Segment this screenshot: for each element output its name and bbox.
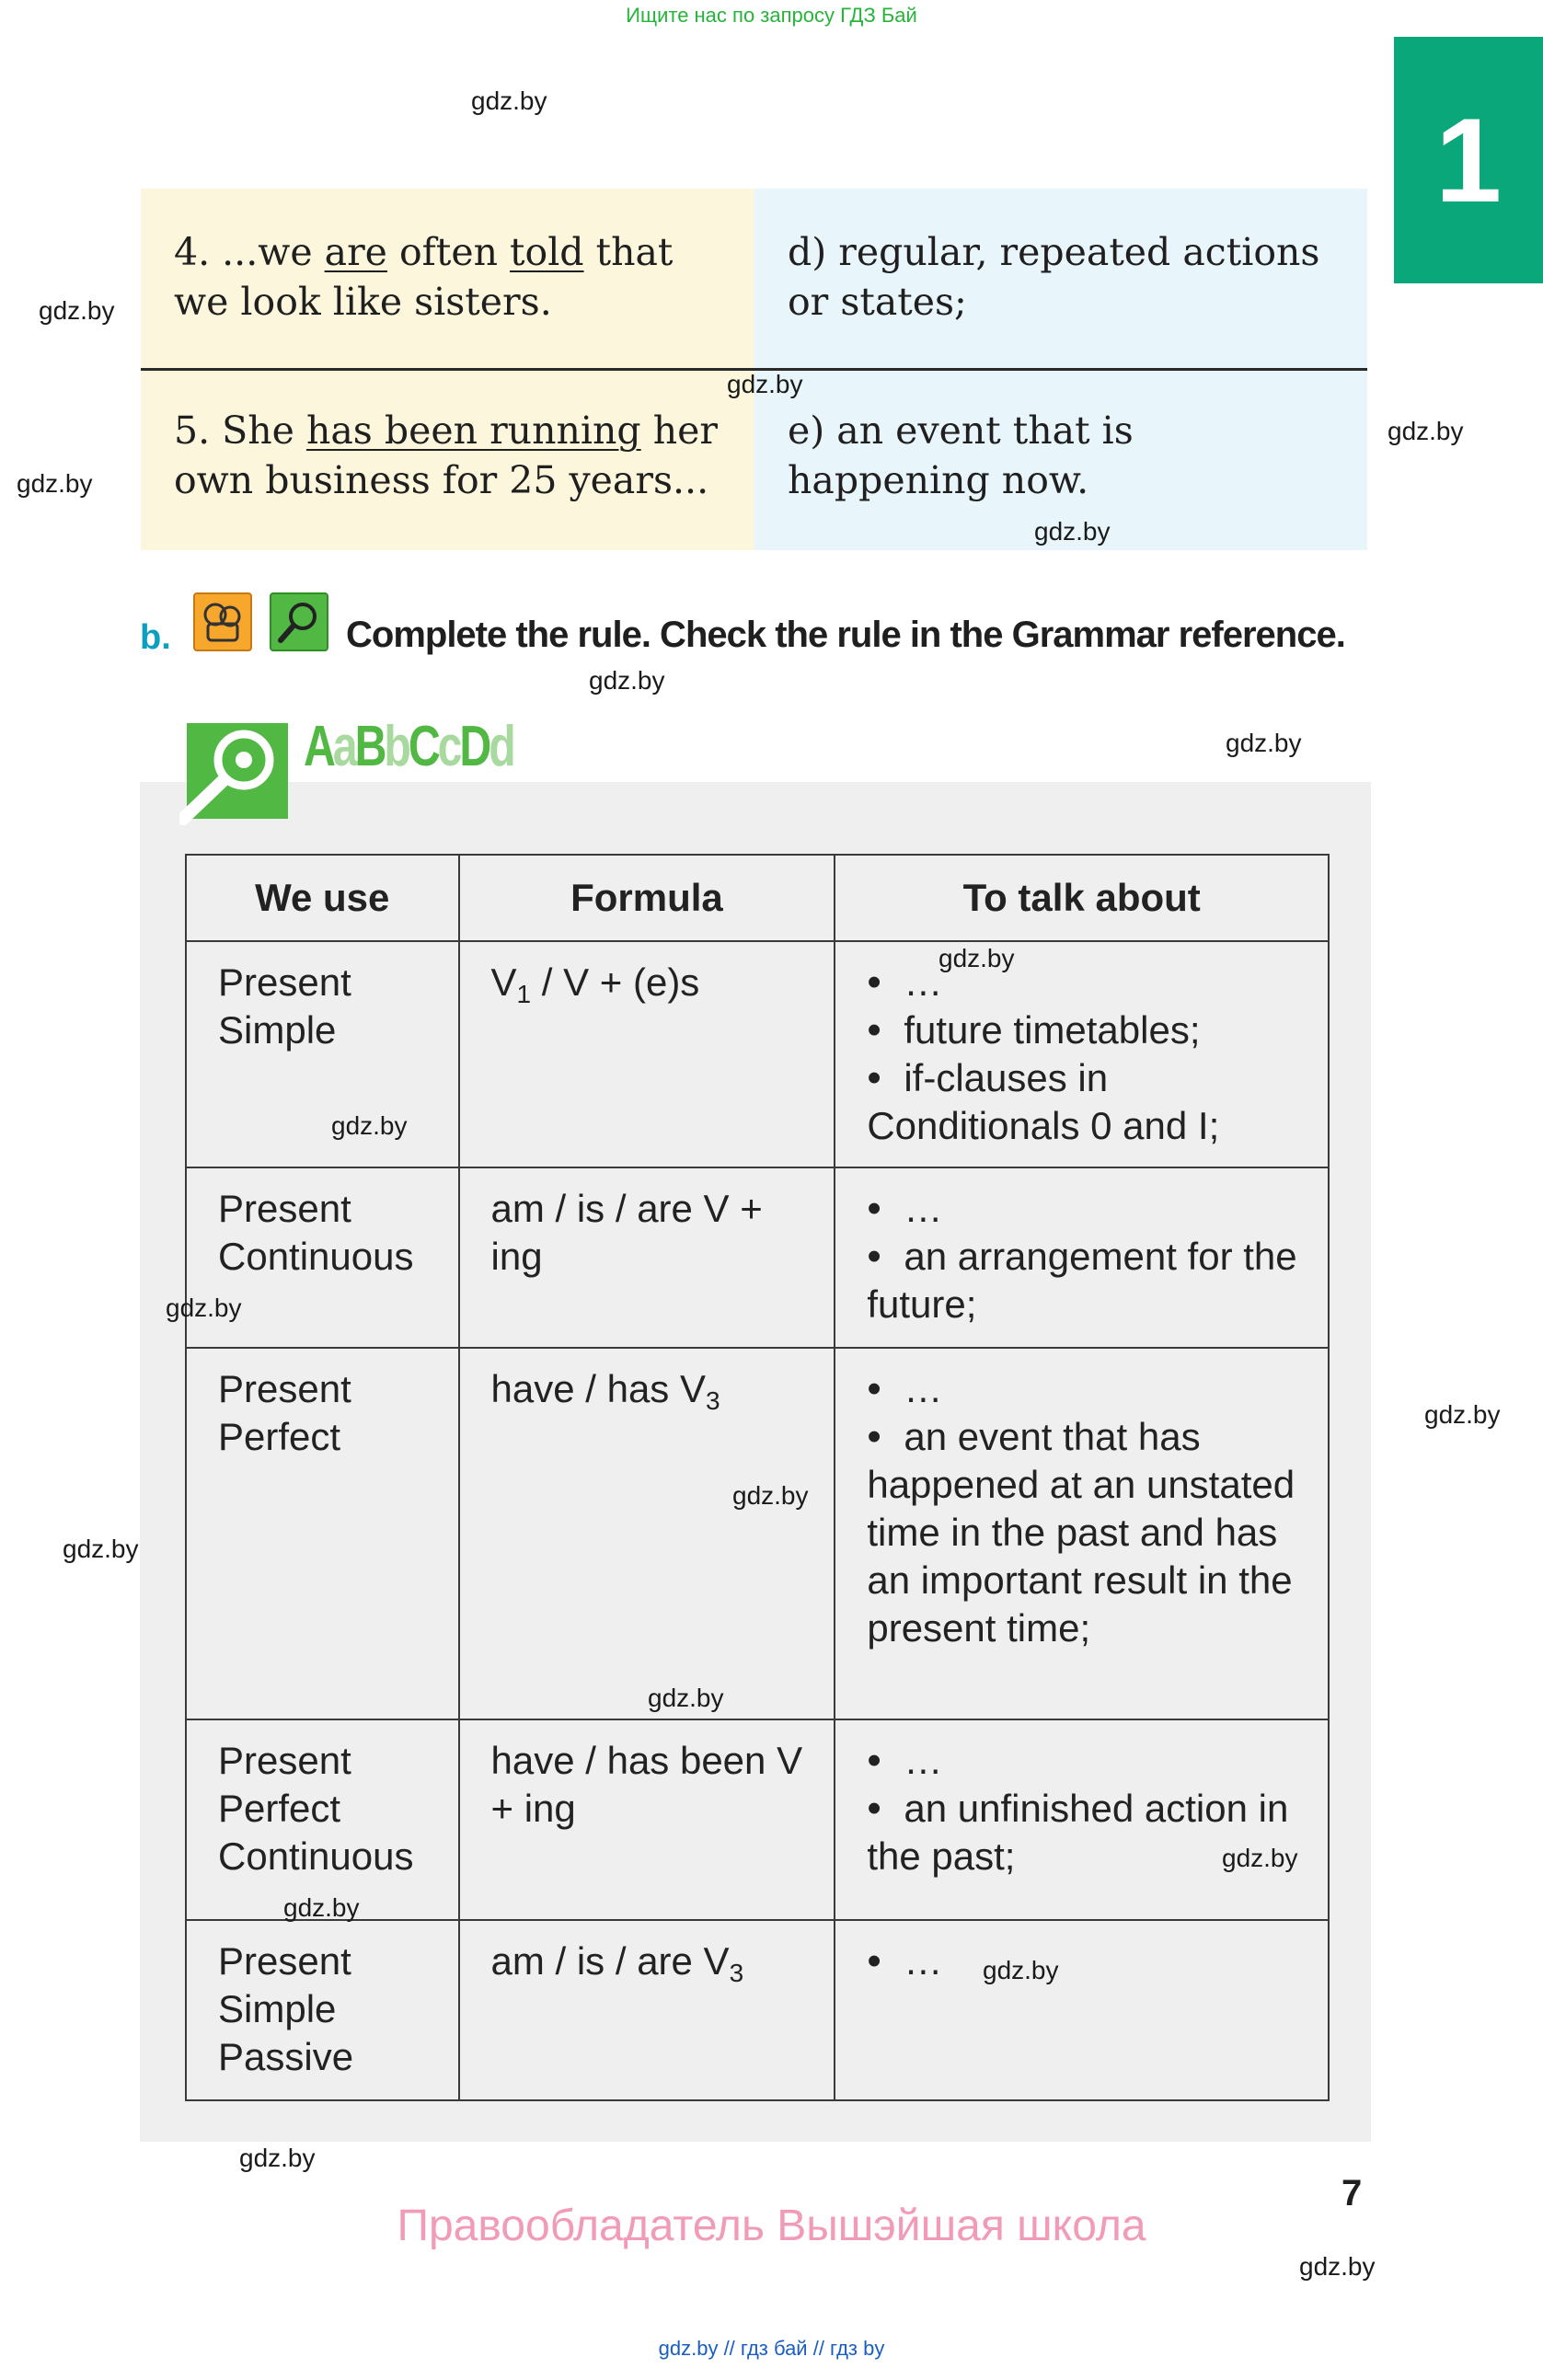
option-d-text: d) regular, repeated actions or states;: [788, 230, 1320, 324]
formula-text: have / has been V + ing: [490, 1739, 803, 1830]
logo-letter-5: C: [408, 715, 438, 778]
watermark: gdz.by: [39, 296, 115, 325]
formula-cell: [459, 941, 835, 1167]
usage-item: • …: [867, 1737, 1300, 1785]
logo-letter-7: D: [459, 715, 489, 778]
watermark: gdz.by: [1222, 1844, 1298, 1872]
option-e-text: e) an event that is happening now.: [788, 408, 1134, 502]
logo-letter-4: b: [384, 715, 409, 778]
header-formula: Formula: [459, 855, 835, 941]
usage-item: • an unfinished action in the past;: [867, 1785, 1300, 1880]
item4-text-b: often: [386, 230, 511, 274]
formula-cell: [459, 1920, 835, 2100]
match-item-4: [141, 189, 754, 368]
usage-cell: [835, 1920, 1329, 2100]
formula-text: have / has V: [490, 1367, 706, 1410]
tense-cell: Present Perfect Continuous: [186, 1719, 459, 1920]
usage-cell: [835, 1348, 1329, 1719]
footer-links: gdz.by // гдз бай // гдз by: [658, 2337, 885, 2360]
top-banner: Ищите нас по запросу ГДЗ Бай: [626, 4, 917, 27]
copyright-notice: Правообладатель Вышэйшая школа: [397, 2202, 1146, 2250]
grammar-logo-letters: [304, 714, 513, 779]
logo-letter-1: A: [304, 715, 333, 778]
usage-item: • …: [867, 1937, 1300, 1985]
formula-subscript: 3: [729, 1959, 744, 1987]
watermark: gdz.by: [283, 1893, 360, 1922]
formula-text-rest: / V + (e)s: [531, 960, 700, 1004]
usage-item: • future timetables;: [867, 1006, 1300, 1054]
page-number: 7: [1341, 2173, 1363, 2213]
grammar-logo-icon: [179, 716, 299, 826]
header-we-use: We use: [186, 855, 459, 941]
watermark: gdz.by: [589, 666, 665, 695]
task-letter: b.: [140, 618, 171, 657]
formula-text: V: [490, 960, 517, 1004]
tense-cell: Present Simple: [186, 941, 459, 1167]
unit-number-tab: 1: [1394, 37, 1543, 283]
table-row: [186, 1348, 1329, 1719]
tense-cell: Present Perfect: [186, 1348, 459, 1719]
table-row: [186, 1719, 1329, 1920]
watermark: gdz.by: [938, 944, 1015, 972]
usage-cell: [835, 1167, 1329, 1348]
watermark: gdz.by: [648, 1684, 724, 1712]
formula-text: am / is / are V: [490, 1939, 730, 1983]
tense-cell: Present Simple Passive: [186, 1920, 459, 2100]
table-row: [186, 1920, 1329, 2100]
usage-cell: [835, 1719, 1329, 1920]
watermark: gdz.by: [63, 1535, 139, 1563]
watermark: gdz.by: [1388, 417, 1464, 445]
item4-underline-are: are: [324, 230, 387, 274]
table-row: [186, 1167, 1329, 1348]
usage-item: • …: [867, 1185, 1300, 1233]
logo-letter-8: d: [489, 715, 513, 778]
magnifier-icon: [270, 592, 328, 651]
match-option-d: [754, 189, 1367, 368]
tense-cell: Present Continuous: [186, 1167, 459, 1348]
group-work-icon: [193, 592, 252, 651]
item5-text-b: her own business for 25 years...: [174, 408, 718, 502]
watermark: gdz.by: [727, 370, 803, 398]
formula-text: am / is / are V + ing: [490, 1187, 763, 1278]
item5-text-a: 5. She: [174, 408, 306, 453]
item4-text-a: 4. ...we: [174, 230, 325, 274]
watermark: gdz.by: [983, 1956, 1059, 1984]
formula-cell: [459, 1167, 835, 1348]
watermark: gdz.by: [1226, 729, 1302, 757]
task-title: Complete the rule. Check the rule in the Grammar reference.: [346, 615, 1345, 655]
item5-underline: has been running: [305, 408, 641, 453]
table-header-row: [186, 855, 1329, 941]
formula-subscript: 1: [516, 980, 532, 1008]
watermark: gdz.by: [471, 86, 547, 115]
watermark: gdz.by: [239, 2144, 316, 2172]
formula-cell: [459, 1348, 835, 1719]
watermark: gdz.by: [166, 1293, 242, 1322]
formula-subscript: 3: [705, 1386, 720, 1415]
watermark: gdz.by: [732, 1481, 809, 1510]
logo-letter-6: c: [437, 715, 460, 778]
watermark: gdz.by: [331, 1111, 408, 1140]
usage-cell: [835, 941, 1329, 1167]
logo-letter-3: B: [354, 715, 385, 778]
item4-text-c: that we look like sisters.: [174, 230, 674, 324]
usage-item: • an arrangement for the future;: [867, 1233, 1300, 1328]
formula-cell: [459, 1719, 835, 1920]
match-item-5: [141, 371, 754, 550]
usage-item: • if-clauses in Conditionals 0 and I;: [867, 1054, 1300, 1150]
watermark: gdz.by: [1299, 2252, 1376, 2281]
watermark: gdz.by: [17, 469, 93, 498]
logo-letter-2: a: [332, 715, 355, 778]
usage-item: • …: [867, 1365, 1300, 1413]
usage-item: • …: [867, 959, 1300, 1006]
watermark: gdz.by: [1424, 1400, 1501, 1429]
watermark: gdz.by: [1034, 517, 1111, 546]
item4-underline-told: told: [510, 230, 584, 274]
usage-item: • an event that has happened at an unstated time in the past and has an important result in the present time;: [867, 1413, 1300, 1652]
header-to-talk-about: To talk about: [835, 855, 1329, 941]
